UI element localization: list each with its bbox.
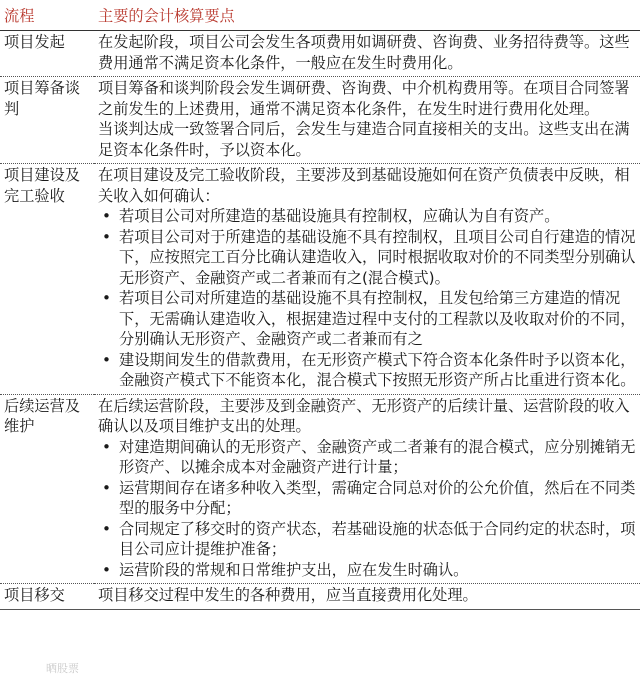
row-step: 项目移交 <box>0 584 94 610</box>
header-process: 流程 <box>0 0 94 31</box>
bullet-list <box>98 206 638 391</box>
bullet-item: • 建设期间发生的借款费用，在无形资产模式下符合资本化条件时予以资本化，金融资产模式下不能资本化，混合模式下按照无形资产所占比重进行资本化。 <box>98 350 638 391</box>
row-description <box>94 31 640 77</box>
row-step: 项目建设及完工验收 <box>0 164 94 395</box>
table-row <box>0 164 640 395</box>
paragraph: 在后续运营阶段，主要涉及到金融资产、无形资产的后续计量、运营阶段的收入确认以及项目维护支出的处理。 <box>98 396 630 435</box>
bullet-list <box>98 437 638 581</box>
table-header-row <box>0 0 640 31</box>
header-key-points: 主要的会计核算要点 <box>94 0 640 31</box>
paragraph: 在项目建设及完工验收阶段，主要涉及到基础设施如何在资产负债表中反映，相关收入如何确认： <box>98 166 630 205</box>
row-step: 项目筹备谈判 <box>0 77 94 164</box>
paragraph: 当谈判达成一致签署合同后，会发生与建造合同直接相关的支出。这些支出在满足资本化条件时，予以资本化。 <box>98 120 630 159</box>
bullet-item: • 对建造期间确认的无形资产、金融资产或二者兼有的混合模式，应分别摊销无形资产、以摊余成本对金融资产进行计量； <box>98 437 638 478</box>
bullet-item: • 若项目公司对所建造的基础设施不具有控制权，且发包给第三方建造的情况下，无需确认建造收入，根据建造过程中支付的工程款以及收取对价的不同，分别确认无形资产、金融资产或二者兼而有之 <box>98 288 638 350</box>
bullet-item: • 若项目公司对所建造的基础设施具有控制权，应确认为自有资产。 <box>98 206 638 227</box>
row-description <box>94 584 640 610</box>
watermark: 晒股票 <box>46 662 79 675</box>
table-row <box>0 77 640 164</box>
paragraph: 项目移交过程中发生的各种费用，应当直接费用化处理。 <box>98 586 478 604</box>
bullet-item: • 运营阶段的常规和日常维护支出，应在发生时确认。 <box>98 560 638 581</box>
paragraph: 在发起阶段，项目公司会发生各项费用如调研费、咨询费、业务招待费等。这些费用通常不满足资本化条件，一般应在发生时费用化。 <box>98 33 630 72</box>
row-step: 项目发起 <box>0 31 94 77</box>
table-row <box>0 584 640 610</box>
table-row <box>0 394 640 584</box>
row-description <box>94 394 640 584</box>
bullet-item: • 若项目公司对于所建造的基础设施不具有控制权，且项目公司自行建造的情况下，应按照完工百分比确认建造收入，同时根据收取对价的不同类型分别确认无形资产、金融资产或二者兼而有之(混合模式)。 <box>98 227 638 289</box>
table-row <box>0 31 640 77</box>
bullet-item: • 运营期间存在诸多种收入类型，需确定合同总对价的公允价值，然后在不同类型的服务中分配； <box>98 478 638 519</box>
bullet-item: • 合同规定了移交时的资产状态，若基础设施的状态低于合同约定的状态时，项目公司应计提维护准备； <box>98 519 638 560</box>
row-description <box>94 164 640 395</box>
paragraph: 项目筹备和谈判阶段会发生调研费、咨询费、中介机构费用等。在项目合同签署之前发生的上述费用，通常不满足资本化条件，在发生时进行费用化处理。 <box>98 79 630 118</box>
row-description <box>94 77 640 164</box>
row-step: 后续运营及维护 <box>0 394 94 584</box>
